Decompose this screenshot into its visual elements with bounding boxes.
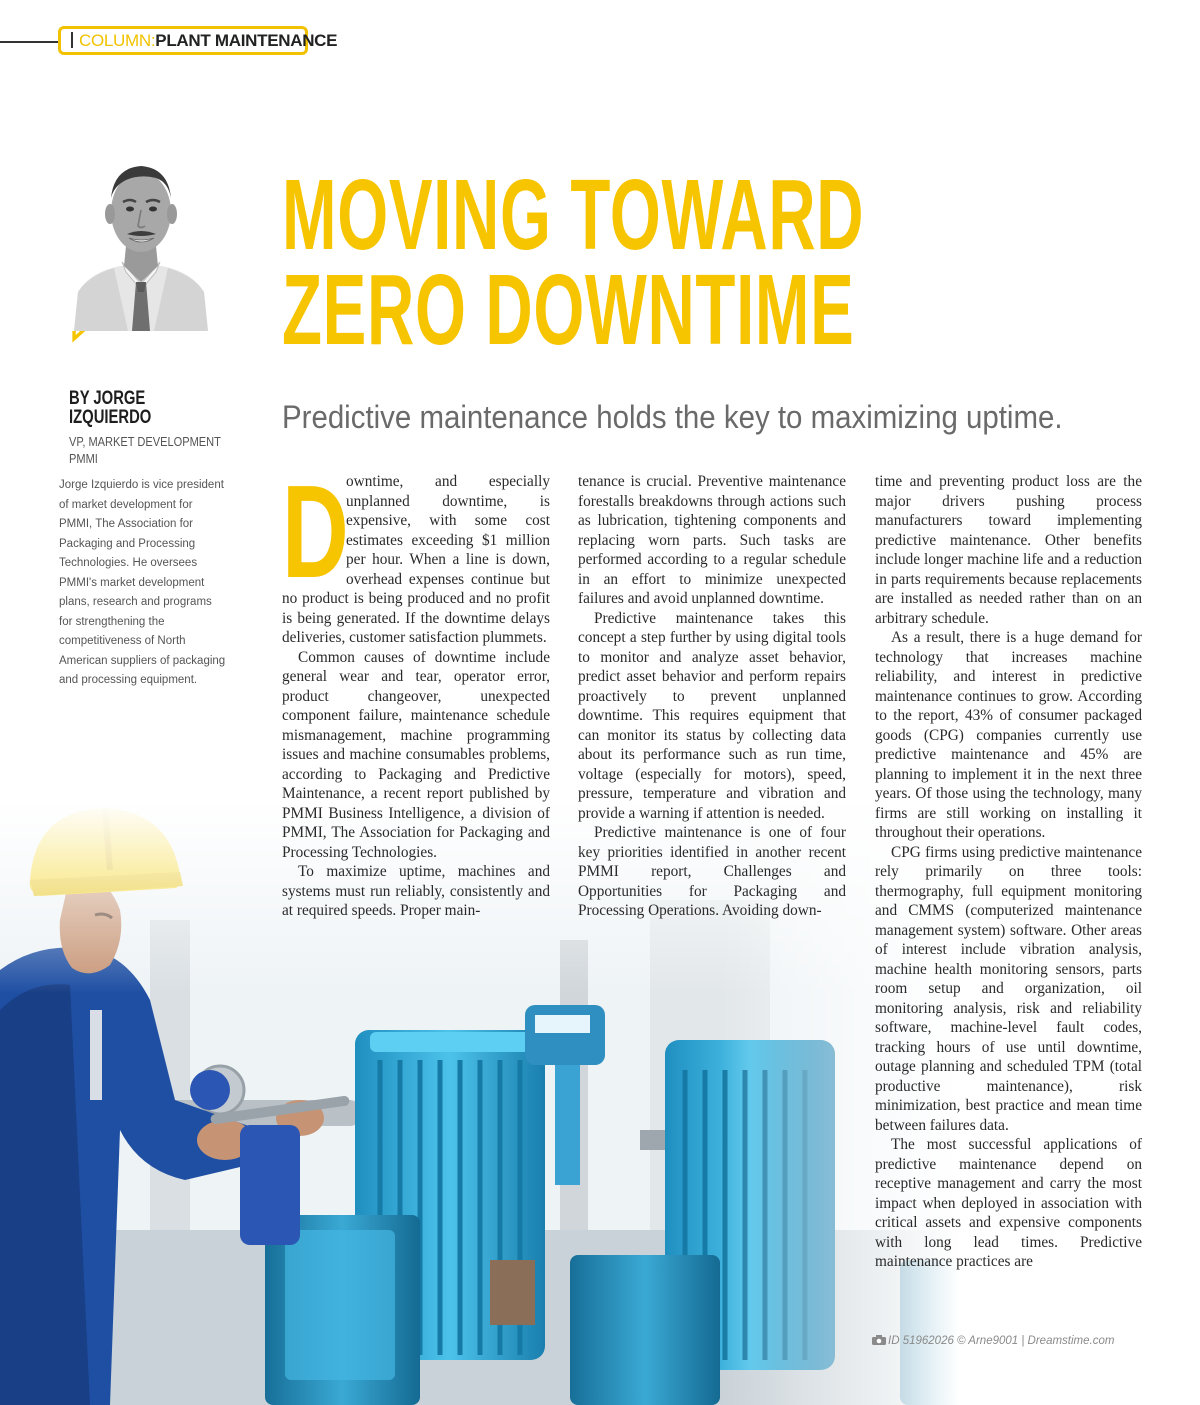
tab-divider [71, 32, 73, 48]
article-headline [282, 159, 865, 366]
headline-line1: MOVING TOWARD [282, 159, 865, 271]
paragraph: tenance is crucial. Preventive maintenance forestalls breakdowns through actions such as lubrication, tightening components and replacing worn parts. Such tasks are performed according to a regular schedule in an effort to minimize unexpected failures and avoid unplanned downtime. [578, 473, 846, 607]
paragraph: Predictive maintenance is one of four key priorities identified in another recent PMMI report, Challenges and Opportunities for Packaging and Processing Operations. Avoiding down- [578, 824, 846, 919]
column-name: PLANT MAINTENANCE [155, 31, 338, 50]
article-column-1 [282, 458, 550, 921]
author-photo [70, 150, 212, 331]
article-column-2 [578, 472, 846, 921]
paragraph-text: owntime, and especially unplanned downtime, is expensive, with some cost estimates exceeding $1 million per hour. When a line is down, overhead expenses continue but no product is being produced and no profit is being generated. If the downtime delays deliveries, customer satisfaction plummets. [282, 473, 550, 646]
photo-credit [872, 1335, 1114, 1347]
paragraph [282, 458, 550, 648]
photo-credit-text: ID 51962026 © Arne9001 | Dreamstime.com [888, 1335, 1115, 1347]
paragraph: As a result, there is a huge demand for technology that increases machine reliability, and interest in predictive maintenance continues to grow. According to the report, 43% of consumer packaged goods (CPG) companies currently use predictive maintenance and 45% are planning to implement it in the next three years. Of those using the technology, many firms are still working on installing it throughout their operations. [875, 629, 1142, 841]
paragraph: Common causes of downtime include general wear and tear, operator error, product changeover, unexpected component failure, maintenance schedule mismanagement, machine programming issues and machine consumables problems, according to Packaging and Predictive Maintenance, a recent report published by PMMI Business Intelligence, a division of PMMI, The Association for Packaging and Processing Technologies. [282, 648, 550, 861]
column-label: COLUMN: [79, 31, 156, 50]
author-title-line1: VP, MARKET DEVELOPMENT [69, 434, 221, 449]
paragraph: Predictive maintenance takes this concept a step further by using digital tools to monitor and analyze asset behavior, predict asset behavior and perform repairs proactively to prevent unplanned downtime. This requires equipment that can monitor its status by collecting data about its performance such as run time, voltage (especially for motors), speed, pressure, temperature and vibration and provide a warning if attention is needed. [578, 609, 846, 822]
paragraph: CPG firms using predictive maintenance rely primarily on three tools: thermography, full equipment monitoring and CMMS (computerized maintenance management system) software. Other areas of interest include vibration analysis, machine health monitoring sensors, parts room setup and organization, oil monitoring analysis, risk and reliability software, machine-level fault codes, tracking hours of use until downtime, outage planning and scheduled TPM (total productive maintenance), risk minimization, best practice and mean time between failures data. [875, 843, 1142, 1134]
camera-icon [872, 1335, 886, 1345]
article-column-3 [875, 472, 1142, 1272]
column-tab [58, 26, 338, 55]
paragraph: To maximize uptime, machines and systems must run reliably, consistently and at required speeds. Proper main- [282, 863, 550, 919]
author-byline: BY JORGE IZQUIERDO [69, 388, 152, 428]
author-bio: Jorge Izquierdo is vice president of market development for PMMI, The Association for Packaging and Processing Technologies. He oversees PMMI's market development plans, research and programs for strengthening the competitiveness of North American suppliers of packaging and processing equipment. [59, 479, 226, 686]
article-dek: Predictive maintenance holds the key to maximizing uptime. [282, 399, 1063, 435]
paragraph: The most successful applications of predictive maintenance depend on receptive management and carry the most impact when deployed in association with critical assets and expensive components with long lead times. Predictive maintenance practices are [875, 1136, 1142, 1270]
headline-line2: ZERO DOWNTIME [282, 254, 855, 366]
header-rule [0, 41, 62, 43]
drop-cap: D [282, 458, 349, 605]
paragraph: time and preventing product loss are the major drivers pushing process manufacturers toward implementing predictive maintenance. Other benefits include longer machine life and a reduction in parts requirements because replacements are installed as needed rather than on an arbitrary schedule. [875, 473, 1142, 627]
author-title [69, 433, 239, 467]
author-title-line2: PMMI [69, 451, 98, 466]
